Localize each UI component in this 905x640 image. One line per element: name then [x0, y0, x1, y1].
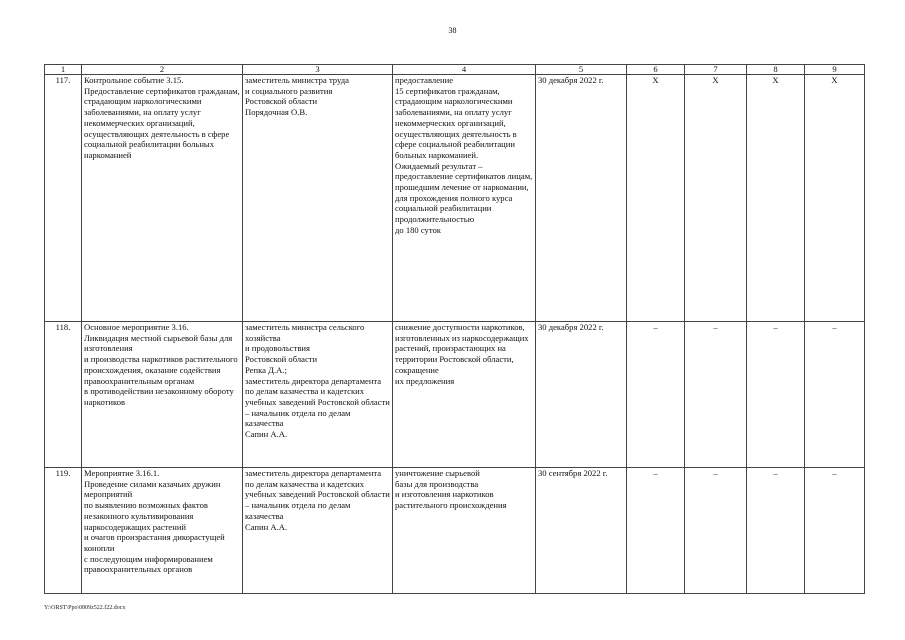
result-cell: уничтожение сырьевой базы для производства и изготовления наркотиков растительного происхождения — [393, 468, 536, 594]
table-row — [45, 468, 865, 594]
col-header-1: 1 — [45, 65, 82, 75]
col-header-8: 8 — [747, 65, 805, 75]
col-header-5: 5 — [536, 65, 627, 75]
date-cell: 30 декабря 2022 г. — [536, 322, 627, 468]
col9-cell: – — [805, 322, 865, 468]
event-cell: Основное мероприятие 3.16. Ликвидация местной сырьевой базы для изготовления и производства наркотиков растительного происхождения, оказание содействия правоохранительным органам в противодействии незаконному обороту наркотиков — [82, 322, 243, 468]
row-number: 117. — [45, 75, 82, 322]
page-number: 38 — [448, 26, 457, 35]
col-header-9: 9 — [805, 65, 865, 75]
col-header-7: 7 — [685, 65, 747, 75]
col6-cell: – — [627, 468, 685, 594]
event-cell: Контрольное событие 3.15. Предоставление сертификатов гражданам, страдающим наркологическими заболеваниями, на оплату услуг некоммерческих организаций, осуществляющих деятельность в сфере социальной реабилитации больных наркоманией — [82, 75, 243, 322]
col9-cell: Х — [805, 75, 865, 322]
col6-cell: – — [627, 322, 685, 468]
date-cell: 30 сентября 2022 г. — [536, 468, 627, 594]
col8-cell: – — [747, 322, 805, 468]
result-cell: предоставление 15 сертификатов гражданам, страдающим наркологическими заболеваниями, на оплату услуг некоммерческих организаций, осуществляющих деятельность в сфере социальной реабилитации больных наркоманией. Ожидаемый результат – предоставление сертификатов лицам, прошедшим лечение от наркомании, для прохождения полного курса социальной реабилитации продолжительностью до 180 суток — [393, 75, 536, 322]
col7-cell: – — [685, 322, 747, 468]
col-header-4: 4 — [393, 65, 536, 75]
file-path-footer: Y:\ORST\Ppo\0809z522.f22.docx — [44, 605, 126, 611]
header-row — [45, 65, 865, 75]
col7-cell: Х — [685, 75, 747, 322]
col7-cell: – — [685, 468, 747, 594]
col8-cell: – — [747, 468, 805, 594]
date-cell: 30 декабря 2022 г. — [536, 75, 627, 322]
col-header-3: 3 — [243, 65, 393, 75]
table-row — [45, 322, 865, 468]
col6-cell: Х — [627, 75, 685, 322]
responsible-cell: заместитель директора департамента по делам казачества и кадетских учебных заведений Ростовской области – начальник отдела по делам казачества Сапин А.А. — [243, 468, 393, 594]
program-table — [44, 64, 865, 594]
responsible-cell: заместитель министра труда и социального развития Ростовской области Порядочная О.В. — [243, 75, 393, 322]
row-number: 119. — [45, 468, 82, 594]
col-header-2: 2 — [82, 65, 243, 75]
table-row — [45, 75, 865, 322]
col9-cell: – — [805, 468, 865, 594]
event-cell: Мероприятие 3.16.1. Проведение силами казачьих дружин мероприятий по выявлению возможных фактов незаконного культивирования наркосодержащих растений и очагов произрастания дикорастущей конопли с последующим информированием правоохранительных органов — [82, 468, 243, 594]
col8-cell: Х — [747, 75, 805, 322]
responsible-cell: заместитель министра сельского хозяйства и продовольствия Ростовской области Репка Д.А.; заместитель директора департамента по делам казачества и кадетских учебных заведений Ростовской области – начальник отдела по делам казачества Сапин А.А. — [243, 322, 393, 468]
col-header-6: 6 — [627, 65, 685, 75]
result-cell: снижение доступности наркотиков, изготовленных из наркосодержащих растений, произрастающих на территории Ростовской области, сокращение их предложения — [393, 322, 536, 468]
row-number: 118. — [45, 322, 82, 468]
